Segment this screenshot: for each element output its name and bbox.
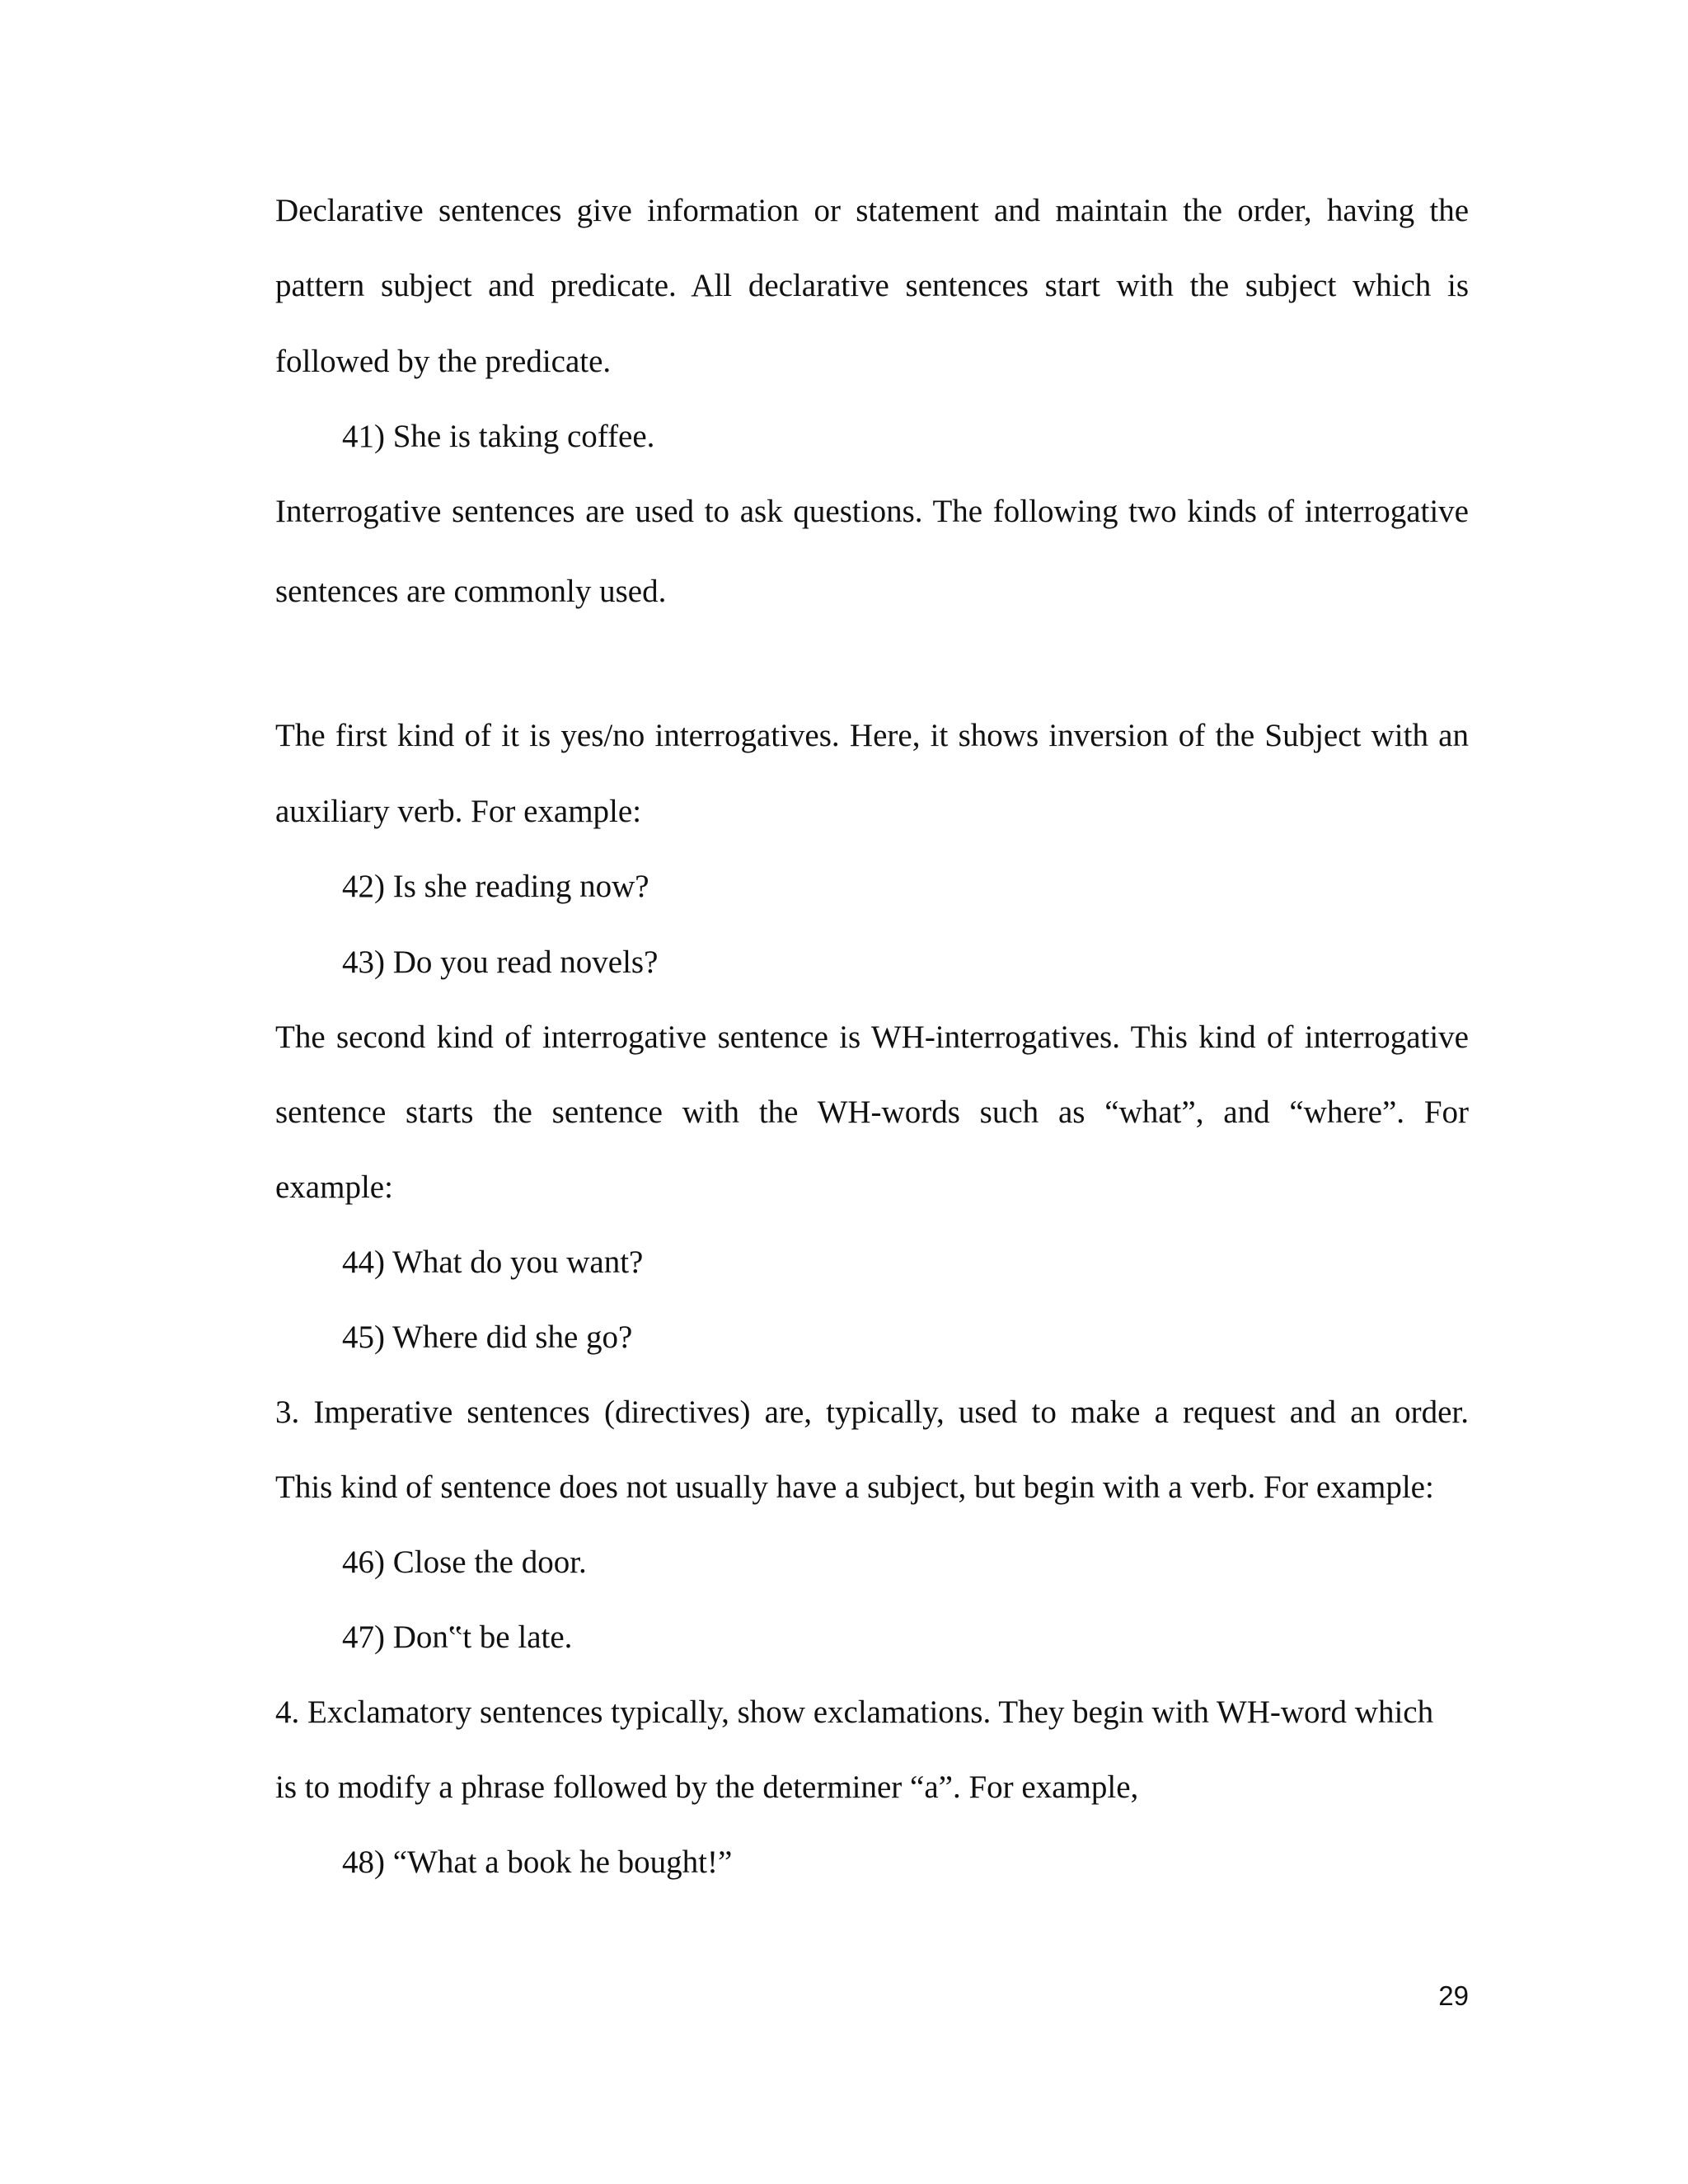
paragraph-line: followed by the predicate. — [275, 344, 612, 379]
example-43: 43) Do you read novels? — [342, 944, 659, 980]
paragraph-line: is to modify a phrase followed by the determiner “a”. For example, — [275, 1769, 1139, 1805]
paragraph-line: The first kind of it is yes/no interrogatives. Here, it shows inversion of the Subject with an — [275, 718, 1469, 753]
example-46: 46) Close the door. — [342, 1544, 587, 1580]
example-44: 44) What do you want? — [342, 1244, 644, 1280]
paragraph-line: auxiliary verb. For example: — [275, 794, 642, 829]
paragraph-line: 3. Imperative sentences (directives) are, typically, used to make a request and an order. — [275, 1394, 1469, 1430]
paragraph-line: Interrogative sentences are used to ask questions. The following two kinds of interrogative — [275, 494, 1469, 529]
page-number: 29 — [1438, 1980, 1469, 2011]
paragraph-line: 4. Exclamatory sentences typically, show exclamations. They begin with WH-word which — [275, 1694, 1434, 1730]
example-42: 42) Is she reading now? — [342, 869, 649, 904]
example-48: 48) “What a book he bought!” — [342, 1844, 733, 1880]
paragraph-line: sentences are commonly used. — [275, 574, 667, 609]
paragraph-line: Declarative sentences give information or statement and maintain the order, having the — [275, 193, 1469, 228]
paragraph-line: example: — [275, 1169, 393, 1205]
paragraph-line: The second kind of interrogative sentence is WH-interrogatives. This kind of interrogative — [275, 1019, 1469, 1055]
paragraph-line: sentence starts the sentence with the WH-words such as “what”, and “where”. For — [275, 1094, 1469, 1130]
example-45: 45) Where did she go? — [342, 1319, 633, 1355]
paragraph-line: This kind of sentence does not usually have a subject, but begin with a verb. For example: — [275, 1469, 1434, 1505]
paragraph-line: pattern subject and predicate. All declarative sentences start with the subject which is — [275, 268, 1469, 303]
example-47: 47) Don‟t be late. — [342, 1619, 573, 1655]
example-41: 41) She is taking coffee. — [342, 419, 655, 454]
